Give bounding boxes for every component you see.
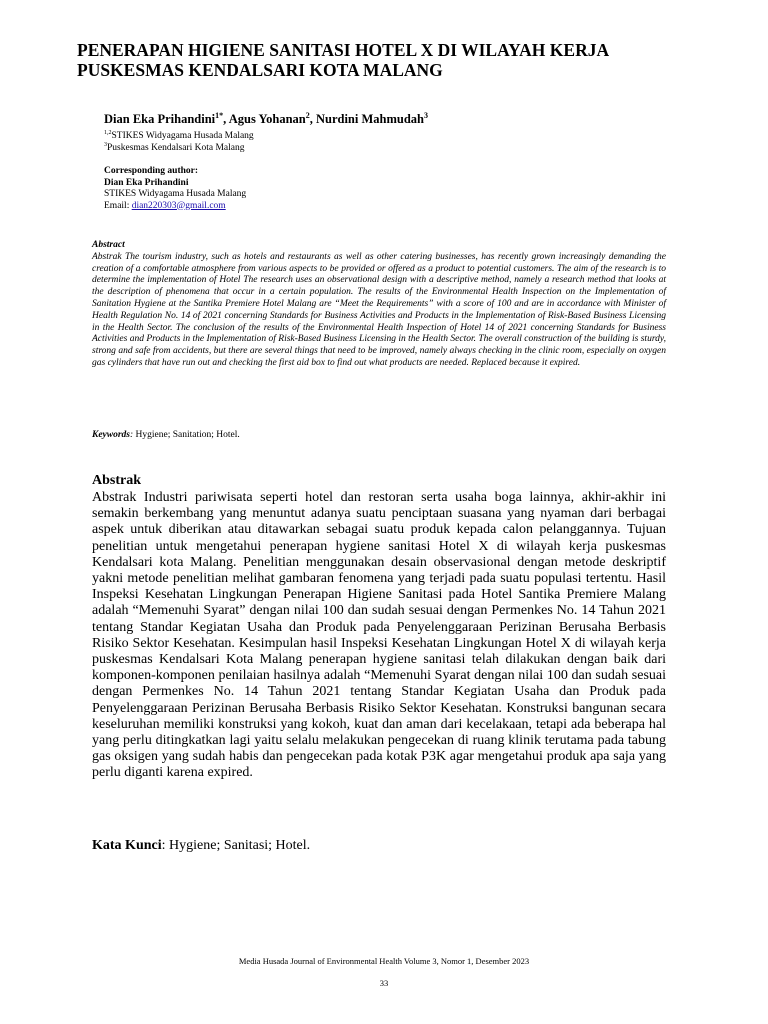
author-sep-1: , [223, 112, 229, 127]
abstract-indonesian-heading: Abstrak [92, 473, 142, 488]
keywords-english-label: Keywords [92, 430, 130, 440]
corresponding-label: Corresponding author: [104, 166, 199, 176]
author-sep-2: , [309, 112, 316, 127]
abstract-english-heading: Abstract [92, 240, 125, 250]
author-2-sup: 2 [305, 111, 310, 120]
affiliation-2-sup: 3 [104, 142, 107, 148]
paper-title [77, 40, 697, 80]
corresponding-institution: STIKES Widyagama Husada Malang [104, 189, 247, 199]
affiliation-1-text: STIKES Widyagama Husada Malang [111, 131, 254, 142]
keywords-indonesian [92, 838, 310, 854]
keywords-english-colon: : [130, 430, 136, 440]
keywords-indonesian-colon: : [161, 838, 170, 853]
title-line-2: PUSKESMAS KENDALSARI KOTA MALANG [77, 60, 443, 80]
author-3: Nurdini Mahmudah [315, 112, 425, 127]
author-3-sup: 3 [424, 111, 429, 120]
abstract-indonesian-text: Abstrak Industri pariwisata seperti hotel dan restoran serta usaha boga lainnya, akhir-akhir ini semakin berkembang yang menuntut adanya suatu penciptaan suasana yang nyaman dari berbagai aspek untuk diberikan atau ditawarkan sebagai suatu produk kepada calon pelanggannya. Tujuan penelitian untuk mengetahui penerapan hygiene sanitasi Hotel X di wilayah kerja puskesmas Kendalsari kota Malang. Penelitian menggunakan desain observasional dengan metode deskriptif yakni metode penelitian melihat gambaran fenomena yang terjadi pada suatu populasi tertentu. Hasil Inspeksi Kesehatan Lingkungan Penerapan Higiene Sanitasi pada Hotel Santika Premiere Malang adalah “Memenuhi Syarat” dengan nilai 100 dan sudah sesuai dengan Permenkes No. 14 Tahun 2021 tentang Standar Kegiatan Usaha dan Produk pada Penyelenggaraan Perizinan Berusaha Berbasis Risiko Sektor Kesehatan. Kesimpulan hasil Inspeksi Kesehatan Lingkungan Hotel X di wilayah kerja puskesmas Kendalsari Kota Malang penerapan hygiene sanitasi telah dilakukan dengan baik dari komponen-komponen penilaian hasilnya adalah “Memenuhi Syarat dengan nilai 100 dan sudah sesuai dengan Permenkes No. 14 Tahun 2021 tentang Standar Kegiatan Usaha dan Produk pada Penyelenggaraan Perizinan Berusaha Berbasis Risiko Sektor Kesehatan. Konstruksi bangunan secara keseluruhan memiliki konstruksi yang kokoh, kuat dan aman dari kecelakaan, tetapi ada beberapa hal yang perlu ditingkatkan lagi yaitu selalu melakukan pengecekan di ruang klinik terutama pada tabung gas oksigen yang sudah habis dan pengecekan pada kotak P3K agar mengetahui produk apa saja yang perlu diganti karena expired. [92, 490, 666, 781]
affiliation-2 [104, 139, 244, 154]
author-1: Dian Eka Prihandini [104, 112, 216, 127]
corresponding-author-block [104, 166, 246, 212]
abstract-english [92, 240, 666, 370]
journal-footer: Media Husada Journal of Environmental Health Volume 3, Nomor 1, Desember 2023 [238, 956, 530, 966]
author-2: Agus Yohanan [228, 112, 306, 127]
corresponding-name: Dian Eka Prihandini [104, 177, 189, 188]
page-number: 33 [379, 978, 389, 988]
email-link[interactable]: dian220303@gmail.com [131, 200, 226, 211]
keywords-english [92, 430, 240, 440]
affiliation-2-text: Puskesmas Kendalsari Kota Malang [107, 143, 245, 154]
corresponding-email-line [104, 201, 246, 213]
keywords-indonesian-text: Hygiene; Sanitasi; Hotel. [169, 838, 311, 853]
author-1-sup: 1* [215, 111, 224, 120]
affiliation-1-sup: 1,2 [104, 130, 112, 136]
keywords-english-text: Hygiene; Sanitation; Hotel. [135, 430, 240, 440]
abstract-english-text: Abstrak The tourism industry, such as hotels and restaurants as well as other catering businesses, has recently grown increasingly demanding the creation of a comfortable atmosphere from various aspects to be provided or offered as a product to potential customers. The aim of the research is to determine the implementation of Hotel The research uses an observational design with a descriptive method, namely a research method that looks at the description of phenomena that occur in a certain population. The results of the Environmental Health Inspection on the Implementation of Sanitation Hygiene at the Santika Premiere Hotel Malang are “Meet the Requirements” with a score of 100 and are in accordance with Minister of Health Regulation No. 14 of 2021 concerning Standards for Business Activities and Products in the Implementation of Risk-Based Business Licensing in the Health Sector. The conclusion of the results of the Environmental Health Inspection of Hotel 14 of 2021 concerning Standards for Business Activities and Products in the Implementation of Risk-Based Business Licensing in the Health Sector. The overall construction of the building is sturdy, strong and safe from accidents, but there are several things that need to be improved, namely always checking in the clinic room, especially on oxygen gas cylinders that have run out and checking the first aid box to find out what products are needed. Replaced because it expired. [92, 251, 666, 368]
title-line-1: PENERAPAN HIGIENE SANITASI HOTEL X DI WILAYAH KERJA [77, 40, 610, 60]
author-list [104, 111, 428, 127]
email-label: Email: [104, 200, 132, 211]
keywords-indonesian-label: Kata Kunci [92, 838, 162, 853]
